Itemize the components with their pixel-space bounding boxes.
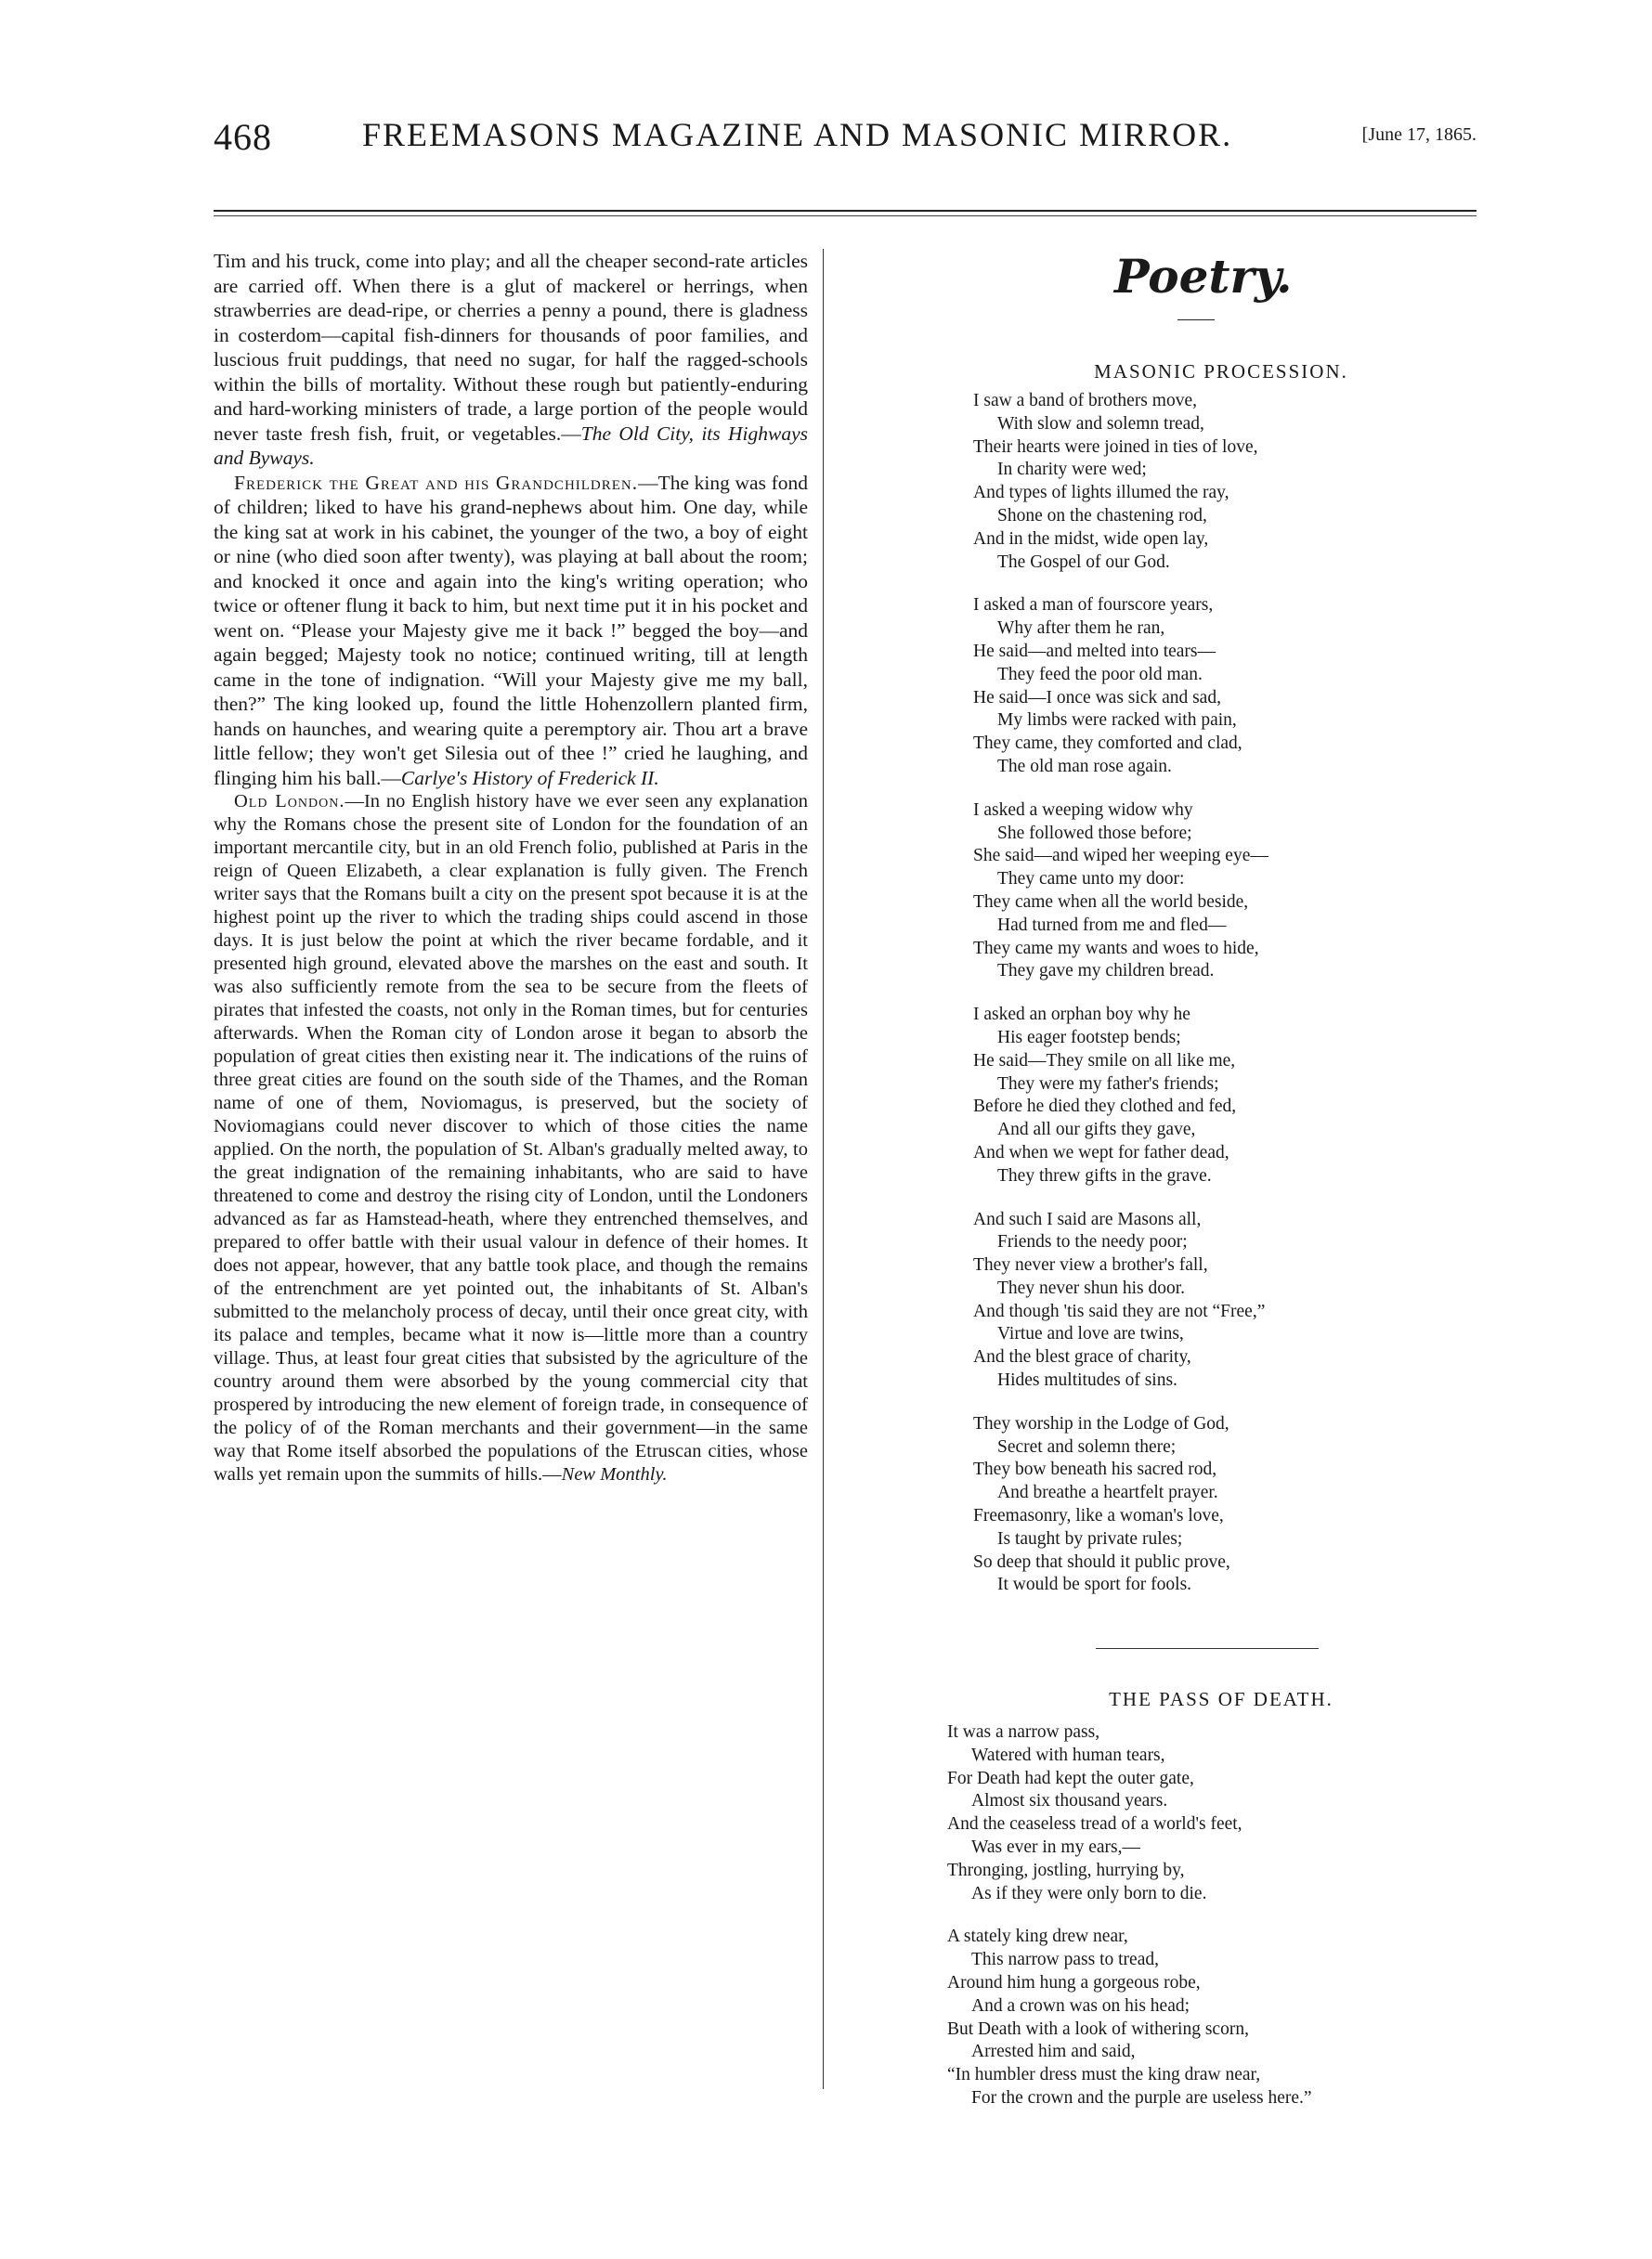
poem-line: Almost six thousand years. <box>971 1791 1168 1811</box>
poem-line: Friends to the needy poor; <box>997 1232 1188 1253</box>
poem-line: It would be sport for fools. <box>997 1575 1192 1595</box>
poetry-heading: Poetry. <box>1114 249 1293 304</box>
page-number: 468 <box>214 116 272 158</box>
poem-line: They came unto my door: <box>997 869 1185 889</box>
poem-title-masonic-procession: MASONIC PROCESSION. <box>1094 360 1348 383</box>
stanza <box>973 390 1475 574</box>
poem-line: They bow beneath his sacred rod, <box>973 1460 1217 1480</box>
poem-masonic-procession <box>973 390 1475 1617</box>
page-header <box>214 110 1476 165</box>
poem-line: She said—and wiped her weeping eye— <box>973 846 1268 866</box>
article-text: —The king was fond of children; liked to have his grand-nephews about him. One day, while the king sat at work in his cabinet, the younger of the two, a boy of eight or nine (who died soon after twenty), was playing at ball about the room; and knocked it once and again into the king's writing operation; who twice or oftener flung it back to him, but next time put it in his pocket and went on. “Please your Majesty give me it back !” begged the boy—and again begged; Majesty took no notice; continued writing, till at length came in the tone of indignation. “Will your Majesty give me my ball, then?” The king looked up, found the little Hohenzollern planted firm, hands on haunches, and wearing quite a peremptory air. Thou art a brave little fellow; they won't get Silesia out of thee !” cried he laughing, and flinging him his ball.— <box>214 471 808 789</box>
poem-line: I asked an orphan boy why he <box>973 1005 1190 1025</box>
poem-line: For the crown and the purple are useless here.” <box>971 2087 1312 2108</box>
poem-line: And the ceaseless tread of a world's feet, <box>947 1814 1242 1835</box>
poem-line: They came my wants and woes to hide, <box>973 938 1259 958</box>
article-heading: Frederick the Great and his Grandchildren. <box>234 471 639 494</box>
poetry-heading-rule <box>1177 319 1215 320</box>
article-source: The Old City, its Highways and Byways. <box>214 422 808 469</box>
article-heading: Old London. <box>234 791 345 811</box>
poem-line: I saw a band of brothers move, <box>973 391 1197 410</box>
article-text: —In no English history have we ever seen any explanation why the Romans chose the present site of London for the foundation of an important mercantile city, but in an old French folio, published at Paris in the reign of Queen Elizabeth, a clear explanation is fully given. The French writer says that the Romans built a city on the present spot because it is at the highest point up the river to which the trading ships could ascend in those days. It is just below the point at which the river became fordable, and it presented high ground, elevated above the marshes on the east and south. It was also sufficiently remote from the sea to be secure from the fleets of pirates that infested the coasts, not only in the Roman times, but for centuries afterwards. When the Roman city of London arose it began to absorb the population of great cities then existing near it. The indications of the ruins of three great cities are found on the south side of the Thames, and the Roman name of one of them, Noviomagus, is preserved, but the society of Noviomagians could never discover to which of those cities the name applied. On the north, the population of St. Alban's gradually melted away, to the great indignation of the remaining inhabitants, who are said to have threatened to come and destroy the rising city of London, until the Londoners advanced as far as Hamstead-heath, where they entrenched themselves, and prepared to offer battle with their usual valour in defence of their homes. It does not appear, however, that any battle took place, and though the remains of the entrenchment are yet pointed out, the inhabitants of St. Alban's submitted to the melancholy process of decay, until their once great city, with its palace and temples, became what it now is—little more than a country village. Thus, at least four great cities that subsisted by the agriculture of the country around them were absorbed by the young commercial city that prospered by introducing the new element of foreign trade, in consequence of the policy of of the Roman merchants and their government—in the same way that Rome itself absorbed the populations of the Etruscan cities, whose walls yet remain upon the summits of hills.— <box>214 791 808 1485</box>
poem-line: In charity were wed; <box>997 460 1147 480</box>
poem-line: The Gospel of our God. <box>997 552 1170 572</box>
poem-line: His eager footstep bends; <box>997 1027 1181 1047</box>
poem-divider <box>1096 1648 1319 1649</box>
stanza <box>973 1004 1475 1188</box>
article-frederick <box>214 471 808 791</box>
poem-line: And types of lights illumed the ray, <box>973 483 1229 503</box>
poem-line: This narrow pass to tread, <box>971 1950 1159 1970</box>
poem-line: The old man rose again. <box>997 756 1172 776</box>
poem-line: Watered with human tears, <box>971 1745 1165 1765</box>
stanza <box>947 1926 1486 2110</box>
poem-line: They threw gifts in the grave. <box>997 1165 1212 1186</box>
poem-line: Thronging, jostling, hurrying by, <box>947 1860 1185 1880</box>
poem-line: They were my father's friends; <box>997 1073 1219 1094</box>
stanza <box>973 1209 1475 1393</box>
poem-line: So deep that should it public prove, <box>973 1551 1230 1572</box>
poem-line: He said—and melted into tears— <box>973 641 1216 661</box>
poem-line: But Death with a look of withering scorn, <box>947 2019 1249 2039</box>
poem-line: They never view a brother's fall, <box>973 1255 1208 1276</box>
poem-line: She followed those before; <box>997 823 1192 843</box>
poem-line: And such I said are Masons all, <box>973 1209 1202 1229</box>
poem-line: Around him hung a gorgeous robe, <box>947 1972 1201 1993</box>
left-column <box>214 249 808 1487</box>
magazine-title: FREEMASONS MAGAZINE AND MASONIC MIRROR. <box>362 116 1233 153</box>
poem-line: Virtue and love are twins, <box>997 1324 1184 1344</box>
stanza <box>973 799 1475 983</box>
poem-line: They feed the poor old man. <box>997 664 1203 684</box>
poem-line: Secret and solemn there; <box>997 1436 1177 1457</box>
article-costerdom <box>214 249 808 471</box>
article-text: Tim and his truck, come into play; and all the cheaper second-rate articles are carried off. When there is a glut of mackerel or herrings, when strawberries are dead-ripe, or cherries a penny a pound, there is gladness in costerdom—capital fish-dinners for thousands of poor families, and luscious fruit puddings, that need no sugar, for half the ragged-schools within the bills of mortality. Without these rough but patiently-enduring and hard-working ministers of trade, a large portion of the people would never taste fresh fish, fruit, or vegetables.— <box>214 250 808 445</box>
article-source: Carlye's History of Frederick II. <box>400 766 659 789</box>
poem-line: A stately king drew near, <box>947 1927 1128 1947</box>
poem-line: They came when all the world beside, <box>973 891 1249 912</box>
poem-line: And though 'tis said they are not “Free,” <box>973 1301 1266 1321</box>
poem-line: With slow and solemn tread, <box>997 413 1204 434</box>
poem-pass-of-death <box>947 1721 1486 2131</box>
poem-line: I asked a man of fourscore years, <box>973 595 1214 616</box>
article-old-london <box>214 790 808 1487</box>
stanza <box>973 1413 1475 1597</box>
column-divider <box>823 249 824 2089</box>
poem-line: They gave my children bread. <box>997 961 1215 981</box>
poem-line: As if they were only born to die. <box>971 1883 1207 1903</box>
article-source: New Monthly. <box>561 1464 668 1485</box>
poem-line: And in the midst, wide open lay, <box>973 528 1209 549</box>
poem-line: And all our gifts they gave, <box>997 1120 1196 1140</box>
issue-date: [June 17, 1865. <box>1361 124 1476 145</box>
poem-line: Arrested him and said, <box>971 2042 1136 2062</box>
poem-line: They never shun his door. <box>997 1278 1186 1298</box>
poem-line: I asked a weeping widow why <box>973 799 1193 820</box>
poem-line: “In humbler dress must the king draw near, <box>947 2065 1261 2085</box>
poem-line: He said—I once was sick and sad, <box>973 687 1221 708</box>
header-rule-thin <box>214 215 1476 216</box>
poem-line: For Death had kept the outer gate, <box>947 1768 1194 1788</box>
poem-line: And when we wept for father dead, <box>973 1142 1229 1162</box>
poem-line: Before he died they clothed and fed, <box>973 1097 1237 1117</box>
poem-line: Shone on the chastening rod, <box>997 505 1207 526</box>
poem-line: It was a narrow pass, <box>947 1722 1100 1742</box>
poem-line: Was ever in my ears,— <box>971 1837 1140 1857</box>
poem-line: Hides multitudes of sins. <box>997 1370 1177 1391</box>
stanza <box>947 1721 1486 1905</box>
poem-line: Had turned from me and fled— <box>997 915 1227 935</box>
header-rule-thick <box>214 210 1476 212</box>
poem-line: And a crown was on his head; <box>971 1995 1190 2016</box>
poem-line: They worship in the Lodge of God, <box>973 1413 1229 1434</box>
poem-line: And breathe a heartfelt prayer. <box>997 1483 1218 1503</box>
poem-line: My limbs were racked with pain, <box>997 710 1237 731</box>
poem-title-pass-of-death: THE PASS OF DEATH. <box>1109 1688 1333 1710</box>
poem-line: Why after them he ran, <box>997 618 1165 639</box>
poem-line: He said—They smile on all like me, <box>973 1050 1236 1071</box>
poem-line: Their hearts were joined in ties of love, <box>973 436 1258 457</box>
poem-line: They came, they comforted and clad, <box>973 734 1242 754</box>
poem-line: Is taught by private rules; <box>997 1528 1183 1549</box>
poem-line: Freemasonry, like a woman's love, <box>973 1506 1224 1526</box>
poem-line: And the blest grace of charity, <box>973 1347 1191 1368</box>
stanza <box>973 594 1475 778</box>
